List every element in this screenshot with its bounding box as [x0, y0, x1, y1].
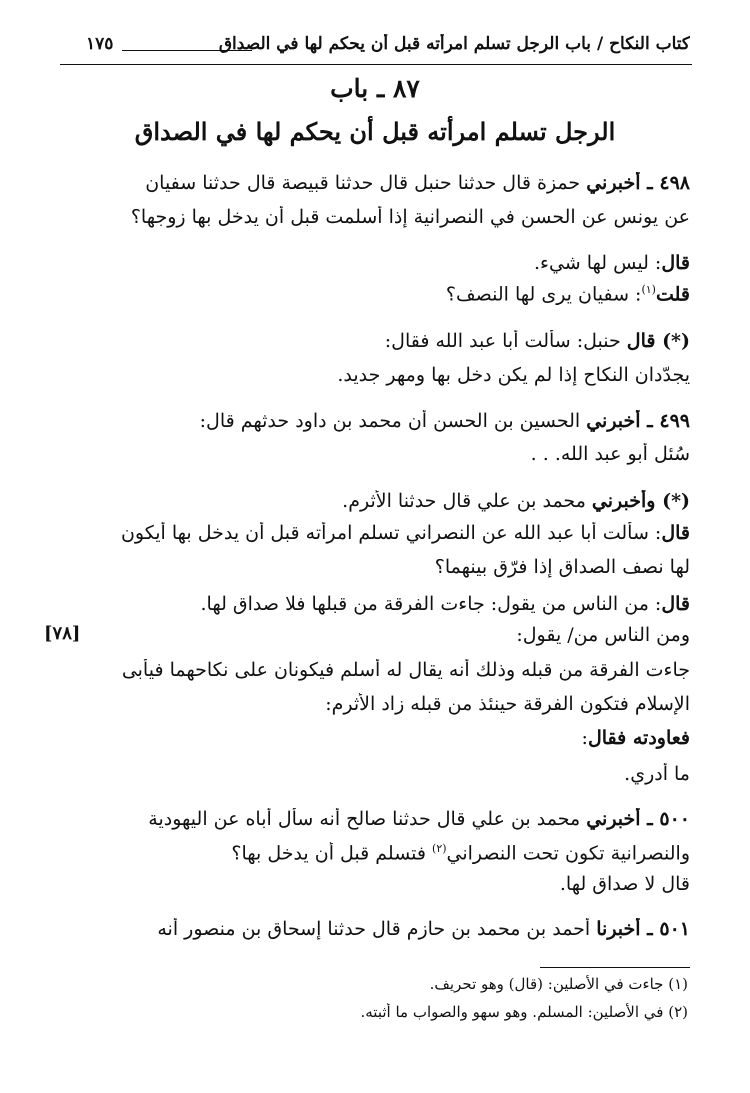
margin-page-reference: [٧٨]: [44, 623, 81, 644]
text-line-10: قال: سألت أبا عبد الله عن النصراني تسلم امرأته قبل أن يدخل بها أيكون: [120, 522, 690, 544]
text-line-8: سُئل أبو عبد الله. . .: [530, 443, 690, 465]
text-line-13: ومن الناس من/ يقول:: [516, 624, 690, 646]
text-line-3: قال: ليس لها شيء.: [533, 252, 690, 274]
text-line-17: ما أدري.: [624, 763, 690, 785]
running-title: كتاب النكاح / باب الرجل تسلم امرأته قبل أن يحكم لها في الصداق: [218, 34, 690, 54]
header-rule: [60, 64, 692, 65]
text-line-21: ٥٠١ ـ أخبرنا أحمد بن محمد بن حازم قال حدثنا إسحاق بن منصور أنه: [157, 918, 690, 940]
text-line-14: جاءت الفرقة من قبله وذلك أنه يقال له أسلم فيكونان على نكاحهما فيأبى: [121, 659, 690, 681]
page-number: ١٧٥: [86, 34, 114, 54]
text-line-11: لها نصف الصداق إذا فرّق بينهما؟: [434, 556, 690, 578]
text-line-19: والنصرانية تكون تحت النصراني$^{(٢)}$ فتسلم قبل أن يدخل بها؟: [231, 842, 690, 865]
text-line-6: يجدّدان النكاح إذا لم يكن دخل بها ومهر جديد.: [337, 364, 690, 386]
text-line-9: (*) وأخبرني محمد بن علي قال حدثنا الأثرم.: [342, 490, 690, 512]
footnote-1: (١) جاءت في الأصلين: (قال) وهو تحريف.: [429, 975, 688, 993]
text-line-7: ٤٩٩ ـ أخبرني الحسين بن الحسن أن محمد بن داود حدثهم قال:: [199, 410, 690, 432]
text-line-1: ٤٩٨ ـ أخبرني حمزة قال حدثنا حنبل قال حدثنا قبيصة قال حدثنا سفيان: [145, 172, 690, 194]
text-line-4: قلت$^{(١)}$: سفيان يرى لها النصف؟: [445, 283, 690, 306]
text-line-15: الإسلام فتكون الفرقة حينئذ من قبله زاد الأثرم:: [325, 693, 690, 715]
chapter-title: الرجل تسلم امرأته قبل أن يحكم لها في الصداق: [134, 117, 616, 146]
header-leader-rule: [122, 50, 252, 51]
chapter-number: ٨٧ ـ باب: [330, 74, 420, 103]
footnote-rule: [540, 967, 690, 968]
text-line-2: عن يونس عن الحسن في النصرانية إذا أسلمت قبل أن يدخل بها زوجها؟: [130, 206, 690, 228]
text-line-16: فعاودته فقال:: [581, 727, 690, 749]
text-line-12: قال: من الناس من يقول: جاءت الفرقة من قبلها فلا صداق لها.: [200, 593, 690, 615]
text-line-20: قال لا صداق لها.: [559, 873, 690, 895]
footnote-2: (٢) في الأصلين: المسلم. وهو سهو والصواب ما أثبته.: [360, 1003, 688, 1021]
text-line-5: (*) قال حنبل: سألت أبا عبد الله فقال:: [384, 330, 690, 352]
text-line-18: ٥٠٠ ـ أخبرني محمد بن علي قال حدثنا صالح أنه سأل أباه عن اليهودية: [148, 808, 690, 830]
